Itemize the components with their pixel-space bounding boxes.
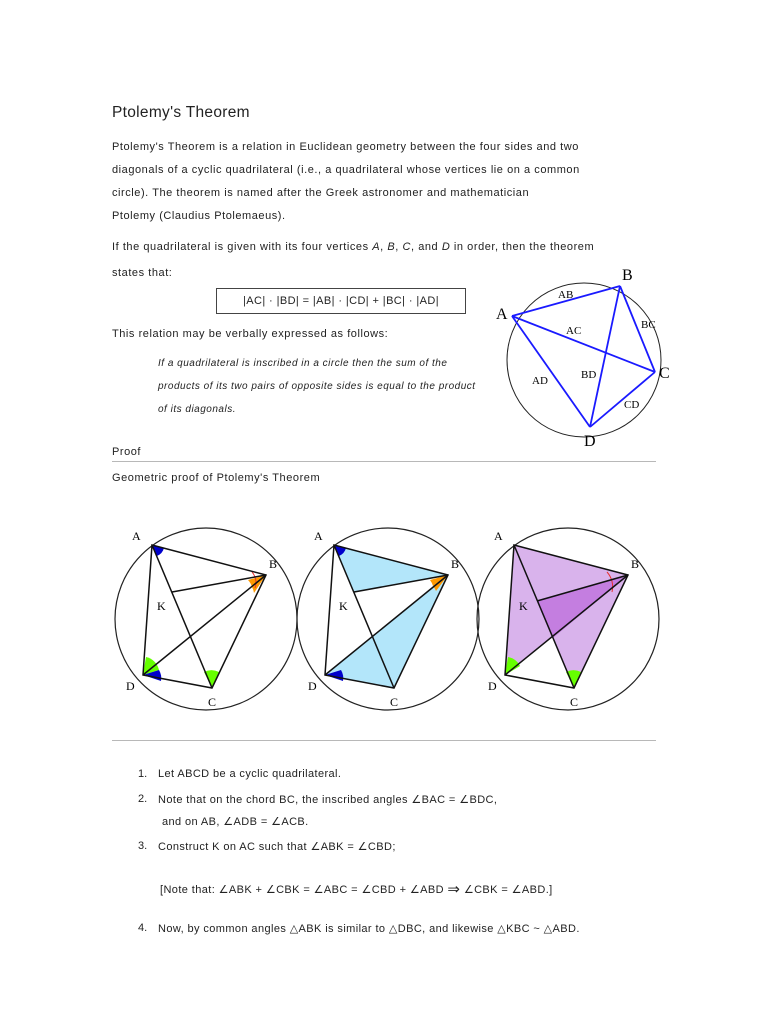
intro-line-4: Ptolemy (Claudius Ptolemaeus). — [112, 210, 286, 222]
side-label-cd: CD — [624, 399, 640, 411]
states-that: states that: — [112, 267, 173, 279]
vertex-a-italic: A — [372, 241, 381, 253]
label-k-1: K — [157, 599, 166, 613]
quote-line-1: If a quadrilateral is inscribed in a circle then the sum of the — [158, 358, 448, 369]
page-title: Ptolemy's Theorem — [112, 104, 250, 121]
vertex-c-italic: C — [402, 241, 411, 253]
step-2-text-line-2: and on AB, ∠ADB = ∠ACB. — [162, 816, 309, 828]
side-label-ad: AD — [532, 375, 548, 387]
side-label-bc: BC — [641, 319, 656, 331]
sentence-text: in order, then the theorem — [450, 241, 595, 253]
step-number: 2. — [138, 793, 148, 805]
vertex-label-c: C — [659, 365, 670, 382]
steps-divider — [112, 740, 656, 741]
vertex-label-a: A — [496, 306, 508, 323]
proof-figure-3 — [477, 528, 659, 710]
vertex-b-italic: B — [387, 241, 396, 253]
proof-figures — [112, 520, 672, 720]
sentence-sep: , — [380, 241, 388, 253]
label-a-1: A — [132, 529, 141, 543]
note-text: ∠CBK = ∠ABD.] — [460, 884, 553, 896]
note-text: [Note that: ∠ABK + ∠CBK = ∠ABC = ∠CBD + ∠ABD — [160, 884, 448, 896]
intro-line-2: diagonals of a cyclic quadrilateral (i.e., a quadrilateral whose vertices lie on a common — [112, 164, 580, 176]
label-c-2: C — [390, 695, 399, 709]
label-a-2: A — [314, 529, 323, 543]
step-3-text: Construct K on AC such that ∠ABK = ∠CBD; — [158, 841, 396, 853]
cyclic-quadrilateral-figure — [490, 260, 680, 456]
vertex-label-d: D — [584, 433, 596, 450]
diag-bd-1 — [143, 575, 266, 675]
verbal-intro: This relation may be verbally expressed as follows: — [112, 328, 389, 340]
vertex-d-italic: D — [441, 241, 451, 253]
step-4-text: Now, by common angles △ABK is similar to △DBC, and likewise △KBC ~ △ABD. — [158, 923, 580, 935]
intro-line-1: Ptolemy's Theorem is a relation in Euclidean geometry between the four sides and two — [112, 141, 579, 153]
label-d-1: D — [126, 679, 135, 693]
vertices-sentence — [112, 239, 594, 255]
sentence-sep: , — [395, 241, 403, 253]
sentence-sep: , and — [410, 241, 442, 253]
circumcircle — [507, 283, 661, 437]
step-number: 3. — [138, 840, 148, 852]
side-label-ab: AB — [558, 289, 574, 301]
intro-line-3: circle). The theorem is named after the Greek astronomer and mathematician — [112, 187, 530, 199]
label-b-2: B — [451, 557, 460, 571]
diagonal-label-bd: BD — [581, 369, 597, 381]
proof-figure-1 — [115, 528, 297, 710]
label-d-3: D — [488, 679, 497, 693]
proof-subheading: Geometric proof of Ptolemy's Theorem — [112, 472, 321, 484]
label-c-3: C — [570, 695, 579, 709]
step-number: 4. — [138, 922, 148, 934]
label-d-2: D — [308, 679, 317, 693]
diagonal-label-ac: AC — [566, 325, 582, 337]
sentence-text: If the quadrilateral is given with its four vertices — [112, 241, 373, 253]
note-line — [160, 880, 553, 898]
ptolemy-formula: |AC| · |BD| = |AB| · |CD| + |BC| · |AD| — [216, 288, 466, 314]
quote-line-3: of its diagonals. — [158, 404, 236, 415]
label-a-3: A — [494, 529, 503, 543]
step-number: 1. — [138, 768, 148, 780]
step-2-text: Note that on the chord BC, the inscribed angles ∠BAC = ∠BDC, — [158, 794, 498, 806]
proof-divider — [112, 461, 656, 462]
label-c-1: C — [208, 695, 217, 709]
label-b-1: B — [269, 557, 278, 571]
circle-1 — [115, 528, 297, 710]
quote-line-2: products of its two pairs of opposite sides is equal to the product — [158, 381, 476, 392]
implies-arrow-icon: ⇒ — [447, 880, 461, 898]
proof-figure-2 — [297, 528, 479, 710]
vertex-label-b: B — [622, 267, 633, 284]
label-k-3: K — [519, 599, 528, 613]
proof-heading: Proof — [112, 446, 142, 458]
diag-ac-1 — [152, 545, 212, 688]
label-b-3: B — [631, 557, 640, 571]
label-k-2: K — [339, 599, 348, 613]
diagonal-ac-line — [512, 316, 655, 372]
step-1-text: Let ABCD be a cyclic quadrilateral. — [158, 768, 342, 780]
